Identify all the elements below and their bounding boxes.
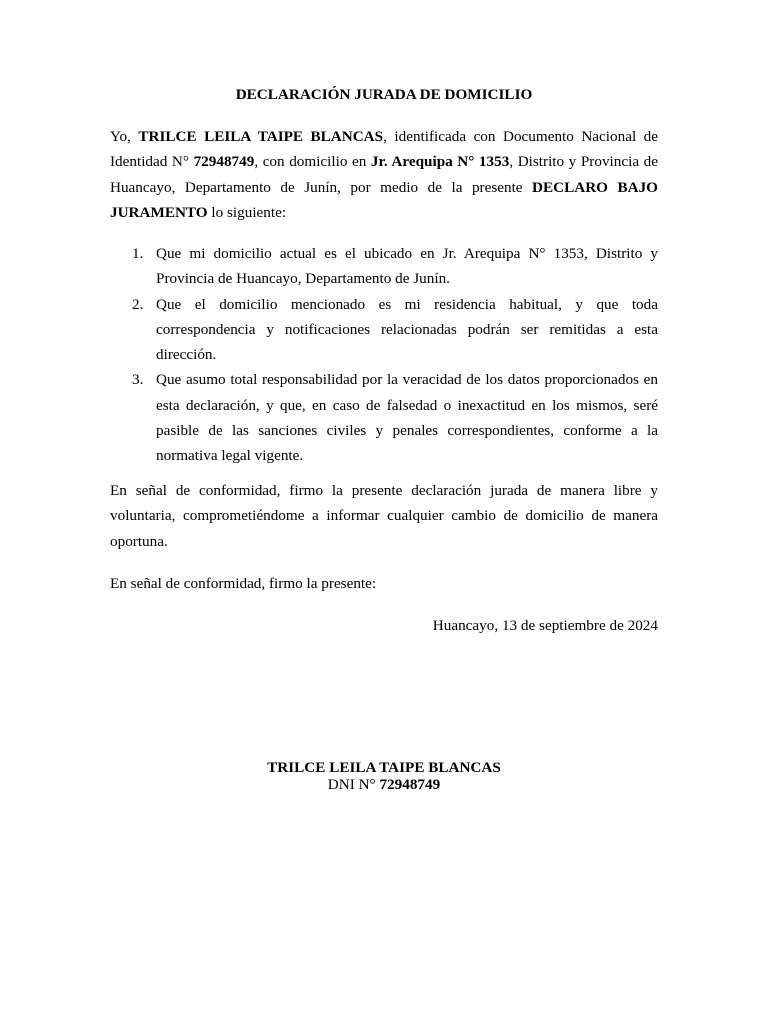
declarant-dni: 72948749 [193, 153, 255, 171]
list-item-text: Que asumo total responsabilidad por la veracidad de los datos proporcionados en esta declaración, y que, en caso de falsedad o inexactitud en los mismos, seré pasible de las sanciones civiles y penales correspondientes, conforme a la normativa legal vigente. [156, 371, 658, 465]
intro-paragraph [110, 124, 658, 225]
list-item [110, 241, 658, 292]
intro-text-2: , identificada con Documento Nacional de Identidad N° [110, 128, 658, 171]
intro-text-3: , con domicilio en [254, 153, 371, 171]
signature-dni-label: DNI N° [327, 776, 380, 793]
list-item-text: Que mi domicilio actual es el ubicado en Jr. Arequipa N° 1353, Distrito y Provincia de Huancayo, Departamento de Junín. [156, 245, 658, 288]
declarant-name: TRILCE LEILA TAIPE BLANCAS [138, 128, 384, 145]
list-item [110, 292, 658, 368]
signature-block [0, 759, 768, 793]
declarant-address: Jr. Arequipa N° 1353 [370, 153, 510, 171]
list-item-text: Que el domicilio mencionado es mi residencia habitual, y que toda correspondencia y notificaciones relacionadas podrán ser remitidas a esta dirección. [156, 295, 658, 364]
intro-text-1: Yo, [110, 128, 139, 145]
list-item-number: 2. [132, 295, 144, 313]
signature-dni-line [0, 776, 768, 793]
sign-statement: En señal de conformidad, firmo la presente: [110, 575, 377, 592]
signature-name: TRILCE LEILA TAIPE BLANCAS [267, 759, 501, 776]
declaration-list [110, 241, 658, 469]
list-item-number: 3. [132, 371, 144, 389]
intro-text-5: lo siguiente: [207, 203, 287, 221]
document-title: DECLARACIÓN JURADA DE DOMICILIO [235, 86, 533, 103]
intro-text-4: , Distrito y Provincia de Huancayo, Departamento de Junín, por medio de la presente [110, 153, 658, 196]
list-item [110, 367, 658, 468]
declaro-bajo-juramento: DECLARO BAJO JURAMENTO [110, 178, 658, 221]
place-date: Huancayo, 13 de septiembre de 2024 [432, 617, 658, 634]
signature-dni: 72948749 [379, 776, 441, 793]
list-item-number: 1. [132, 245, 144, 262]
conformity-paragraph: En señal de conformidad, firmo la presente declaración jurada de manera libre y voluntaria, comprometiéndome a informar cualquier cambio de domicilio de manera oportuna. [110, 482, 658, 550]
